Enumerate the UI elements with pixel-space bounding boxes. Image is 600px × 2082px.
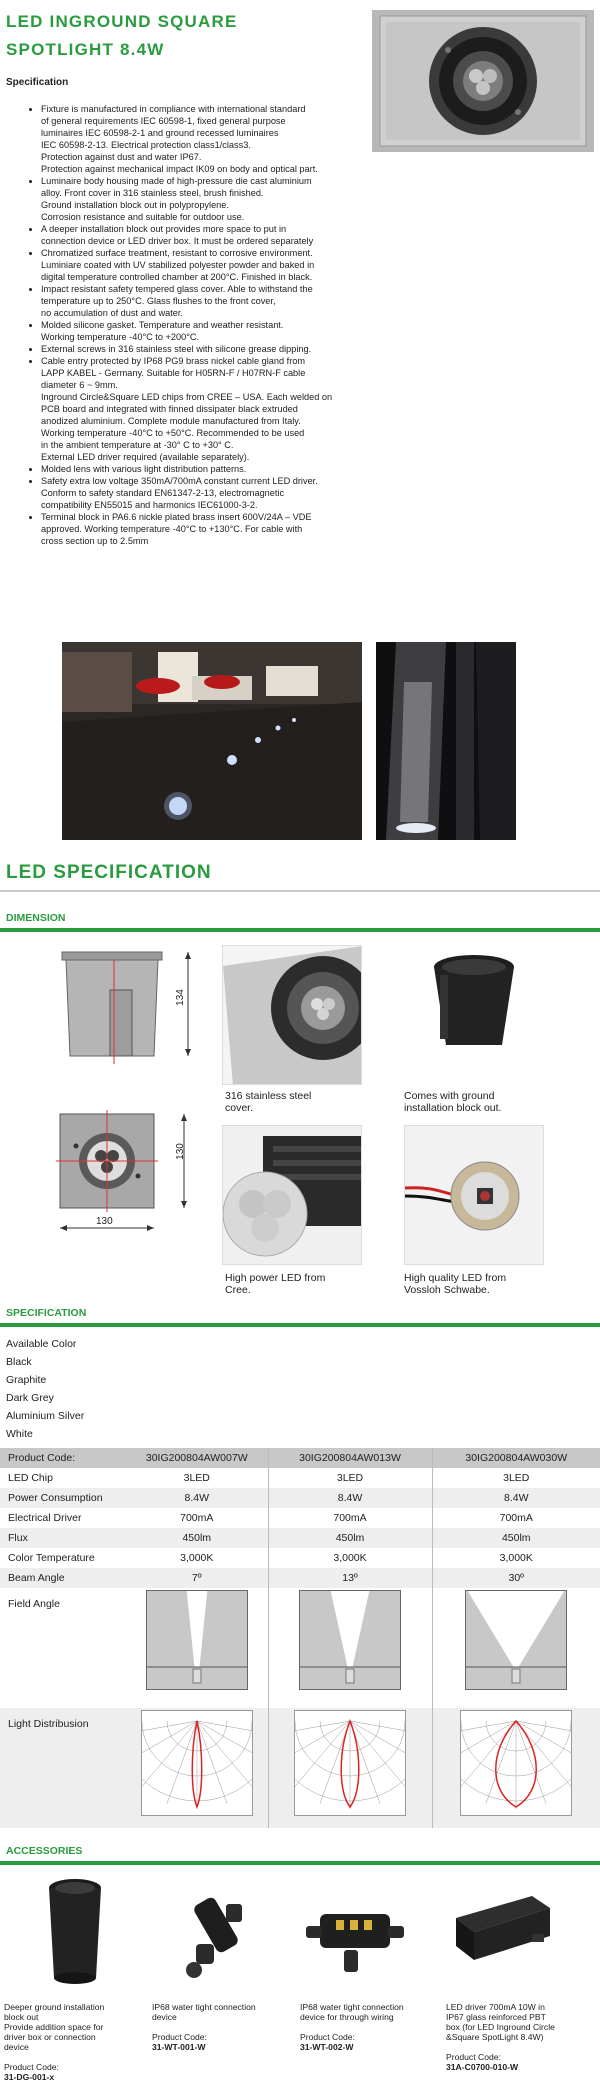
spec-item: • Safety extra low voltage 350mA/700mA constant current LED driver. Conform to safety standard EN61347-2-13, electromagnetic compatibility EN55015 and harmonics IEC61000-3-2. (41, 475, 388, 511)
divider (0, 928, 600, 932)
dim-width-bottom-label: 130 (96, 1216, 113, 1227)
row-label: Electrical Driver (8, 1512, 82, 1524)
color-item: White (6, 1428, 33, 1440)
table-cell: 450lm (126, 1528, 268, 1548)
accessory-code-label: Product Code: (446, 2052, 501, 2062)
table-cell: 3LED (126, 1468, 268, 1488)
header-cell: 30IG200804AW007W (126, 1448, 268, 1468)
light-distribution-diagram (294, 1710, 406, 1816)
table-cell: 450lm (432, 1528, 600, 1548)
table-cell: 3,000K (268, 1548, 432, 1568)
table-row (0, 1568, 600, 1588)
title-line-2: SPOTLIGHT 8.4W (6, 40, 165, 59)
spec-item: • Luminaire body housing made of high-pressure die cast aluminium alloy. Front cover in 316 stainless steel, brush finished. Ground installation block out in polypropylene. Corrosion resistance and suitable for outdoor use. (41, 175, 388, 223)
spec-item: • Terminal block in PA6.6 nickle plated brass insert 600V/24A – VDE approved. Working temperature -40°C to +130°C. For cable with cross section up to 2.5mm (41, 511, 388, 547)
product-title (6, 8, 238, 64)
accessory-desc: Deeper ground installation block out Provide addition space for driver box or connection device (4, 2002, 105, 2052)
accessory-caption (152, 1992, 287, 2052)
product-hero-image (372, 10, 594, 152)
table-cell: 700mA (126, 1508, 268, 1528)
spec-item: • Chromatized surface treatment, resistant to corrosive environment. Luminiare coated with UV stabilized polyester powder and baked in digital temperature controlled chamber at 200°C. Finished in black. (41, 247, 388, 283)
table-cell: 450lm (268, 1528, 432, 1548)
row-label: Beam Angle (0, 1568, 126, 1588)
available-colors (6, 1335, 84, 1443)
light-beam (186, 1591, 207, 1667)
spec-item: • External screws in 316 stainless steel with silicone grease dipping. (41, 343, 388, 355)
polar-grid-line (197, 1721, 252, 1788)
accessory-code: 31-WT-001-W (152, 2042, 206, 2052)
spec-item: • Molded lens with various light distribution patterns. (41, 463, 388, 475)
polar-grid-line (142, 1721, 197, 1788)
table-header-row (0, 1448, 600, 1468)
polar-grid-line (295, 1721, 350, 1736)
fixture-mark (512, 1669, 520, 1683)
spec-item: • A deeper installation block out provides more space to put in connection device or LED driver box. It must be ordered separately (41, 223, 388, 247)
divider (0, 890, 600, 892)
table-row (0, 1508, 600, 1528)
table-cell: 3,000K (499, 1552, 533, 1564)
light-dist-cell (432, 1708, 600, 1828)
side-view-drawing (60, 950, 210, 1070)
vossloh-led-caption: High quality LED from Vossloh Schwabe. (404, 1272, 507, 1296)
color-item: Aluminium Silver (6, 1410, 85, 1422)
polar-grid-line (461, 1721, 516, 1736)
divider (0, 1861, 600, 1865)
spec-item: • Cable entry protected by IP68 PG9 brass nickel cable gland from LAPP KABEL - Germany. Suitable for H05RN-F / H07RN-F cable diameter 6 ~ 9mm. Inground Circle&Square LED chips from CREE – USA. Each welded on PCB board and integrated with finned dissipater black extruded anodized aluminium. Complete module manufactured from Italy. Working temperature -40°C to +50°C. Recommended to be used in the ambient temperature at -30° C to +30° C. External LED driver required (available separately). (41, 355, 388, 463)
table-cell: 700mA (268, 1508, 432, 1528)
table-cell: 8.4W (268, 1488, 432, 1508)
table-cell: 8.4W (432, 1488, 600, 1508)
product-spec-table (0, 1448, 600, 1828)
specification-heading: Specification (6, 77, 69, 88)
blockout-caption: Comes with ground installation block out. (404, 1090, 502, 1114)
accessories-heading: ACCESSORIES (6, 1845, 83, 1857)
blockout-image (404, 945, 544, 1065)
light-distribution-svg (461, 1711, 571, 1815)
table-row (0, 1548, 600, 1568)
light-dist-cell (126, 1708, 268, 1828)
accessory-desc: LED driver 700mA 10W in IP67 glass reinforced PBT box (for LED Inground Circle &Square SpotLight 8.4W) (446, 2002, 555, 2042)
fixture-mark (346, 1669, 354, 1683)
field-angle-diagram (465, 1590, 567, 1690)
title-line-1: LED INGROUND SQUARE (6, 12, 238, 31)
ip68-through-connector-image (300, 1874, 410, 1986)
light-distribution-diagram (460, 1710, 572, 1816)
accessory-code: 31-WT-002-W (300, 2042, 354, 2052)
row-label: LED Chip (8, 1472, 53, 1484)
colors-label: Available Color (6, 1338, 77, 1350)
field-angle-diagram (146, 1590, 248, 1690)
polar-grid-line (350, 1721, 405, 1736)
row-label: Field Angle (8, 1598, 60, 1610)
row-label: Power Consumption (0, 1488, 126, 1508)
cree-led-caption: High power LED from Cree. (225, 1272, 326, 1296)
accessory-desc: IP68 water tight connection device (152, 2002, 256, 2022)
table-cell: 3,000K (126, 1548, 268, 1568)
ip68-connector-image (168, 1874, 268, 1986)
vossloh-led-image (404, 1125, 544, 1265)
dim-height-label: 134 (174, 989, 186, 1006)
field-angle-cell (432, 1588, 600, 1708)
light-distribution-diagram (141, 1710, 253, 1816)
light-distribution-svg (295, 1711, 405, 1815)
table-cell: 3LED (503, 1472, 530, 1484)
table-cell: 3LED (268, 1468, 432, 1488)
dimension-heading: DIMENSION (6, 912, 66, 924)
spec-item: • Molded silicone gasket. Temperature and weather resistant. Working temperature -40°C to +200°C. (41, 319, 388, 343)
table-row (0, 1488, 600, 1508)
row-label: Color Temperature (8, 1552, 95, 1564)
row-label: Flux (0, 1528, 126, 1548)
header-cell: 30IG200804AW030W (432, 1448, 600, 1468)
deeper-blockout-image (30, 1874, 120, 1986)
table-cell: 30º (432, 1568, 600, 1588)
installation-photo-wall (376, 642, 516, 840)
color-item: Dark Grey (6, 1392, 54, 1404)
divider (0, 1323, 600, 1327)
accessory-caption (300, 1992, 435, 2052)
table-row (0, 1528, 600, 1548)
accessory-code-label: Product Code: (300, 2032, 355, 2042)
steel-cover-caption: 316 stainless steel cover. (225, 1090, 312, 1114)
field-angle-diagram (299, 1590, 401, 1690)
accessory-code-label: Product Code: (4, 2062, 59, 2072)
light-beam (331, 1591, 370, 1667)
spec-item: • Impact resistant safety tempered glass cover. Able to withstand the temperature up to 250°C. Glass flushes to the front cover, no accumulation of dust and water. (41, 283, 388, 319)
field-angle-svg (300, 1591, 400, 1689)
table-cell: 8.4W (126, 1488, 268, 1508)
row-label: Light Distribusion (0, 1708, 126, 1828)
accessory-caption (446, 1992, 596, 2072)
polar-grid-line (516, 1721, 571, 1736)
accessory-desc: IP68 water tight connection device for through wiring (300, 2002, 404, 2022)
led-driver-box-image (446, 1874, 556, 1986)
fixture-mark (193, 1669, 201, 1683)
spec-item: • Fixture is manufactured in compliance with international standard of general requirements IEC 60598-1, fixed general purpose luminaires IEC 60598-2-1 and ground recessed luminaires IEC 60598-2-13. Electrical protection class1/class3. Protection against dust and water IP67. Protection against mechanical impact IK09 on body and optical part. (41, 103, 388, 175)
light-beam (468, 1591, 565, 1667)
cree-led-image (222, 1125, 362, 1265)
header-cell: Product Code: (0, 1448, 126, 1468)
table-row (0, 1468, 600, 1488)
accessory-code-label: Product Code: (152, 2032, 207, 2042)
top-view-drawing (56, 1110, 206, 1240)
polar-grid-line (142, 1721, 197, 1736)
field-angle-cell (126, 1588, 268, 1708)
light-distribution-svg (142, 1711, 252, 1815)
color-item: Graphite (6, 1374, 47, 1386)
accessory-code: 31A-C0700-010-W (446, 2062, 519, 2072)
polar-grid-line (197, 1721, 252, 1736)
light-distribution-row (0, 1708, 600, 1828)
field-angle-svg (147, 1591, 247, 1689)
accessory-caption (4, 1992, 139, 2082)
dim-width-side-label: 130 (174, 1143, 186, 1160)
installation-photo-floor (62, 642, 362, 840)
field-angle-row (0, 1588, 600, 1708)
field-angle-svg (466, 1591, 566, 1689)
table-cell: 13º (268, 1568, 432, 1588)
accessory-code: 31-DG-001-x (4, 2072, 55, 2082)
steel-cover-image (222, 945, 362, 1085)
color-item: Black (6, 1356, 32, 1368)
header-cell: 30IG200804AW013W (268, 1448, 432, 1468)
field-angle-cell (268, 1588, 432, 1708)
led-specification-heading: LED SPECIFICATION (6, 862, 212, 883)
light-dist-cell (268, 1708, 432, 1828)
specification-list (28, 103, 388, 547)
table-cell: 7º (126, 1568, 268, 1588)
table-cell: 700mA (499, 1512, 533, 1524)
specification-section-heading: SPECIFICATION (6, 1307, 87, 1319)
